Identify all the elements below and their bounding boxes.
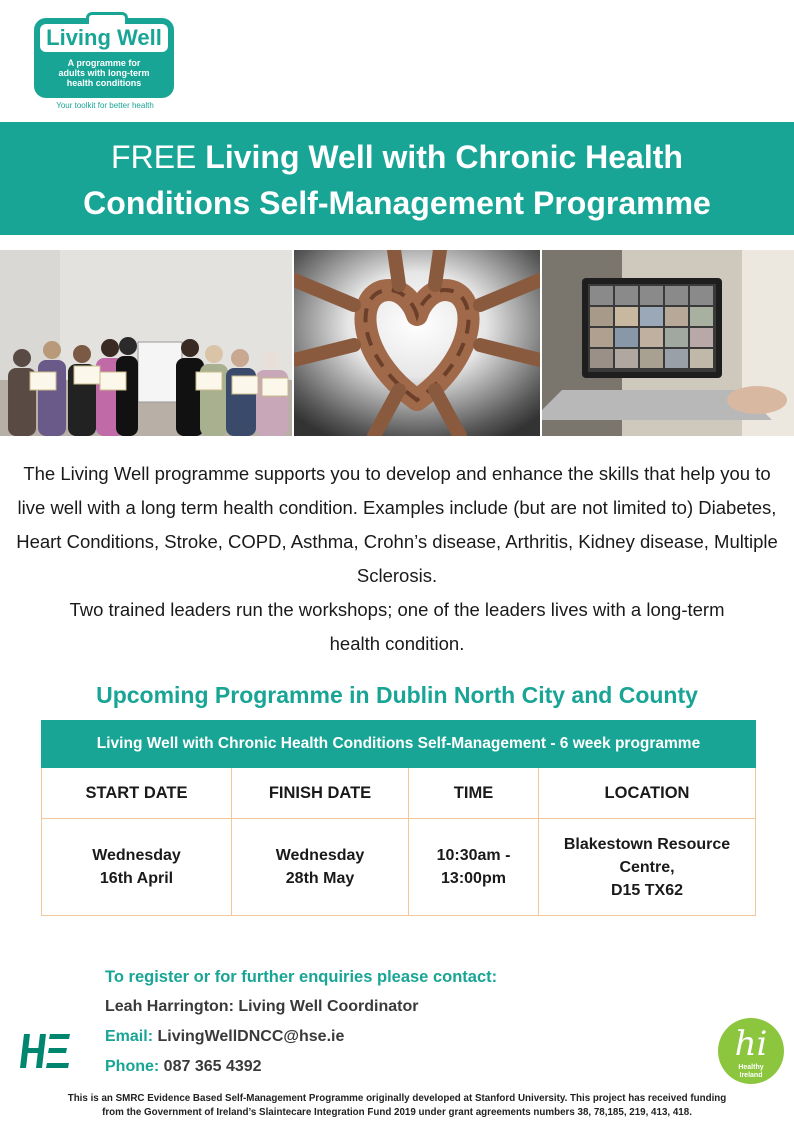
banner-free-word: FREE	[111, 139, 197, 175]
finish-date-day: Wednesday	[275, 847, 365, 864]
table-caption: Living Well with Chronic Health Conditions Self-Management - 6 week programme	[42, 721, 756, 768]
hse-logo	[18, 1030, 72, 1072]
location-line-3: D15 TX62	[610, 881, 684, 899]
time-cell	[409, 819, 539, 916]
logo-subtitle	[34, 58, 174, 88]
logo-subtitle-line: health conditions	[66, 78, 142, 88]
contact-section	[105, 962, 497, 1082]
hi-logo-sub-line: Healthy	[738, 1064, 764, 1071]
contact-name: Leah Harrington: Living Well Coordinator	[105, 998, 419, 1015]
logo-title: Living Well	[40, 24, 168, 52]
banner-title-part-2: Conditions Self-Management Programme	[83, 185, 711, 221]
email-label: Email:	[105, 1028, 154, 1045]
start-date-date: 16th April	[99, 870, 174, 887]
logo-subtitle-line: adults with long-term	[58, 68, 150, 78]
column-header-start-date: START DATE	[42, 768, 232, 819]
location-line-1: Blakestown Resource	[563, 835, 731, 853]
location-cell	[539, 819, 756, 916]
intro-paragraph-2: Two trained leaders run the workshops; one of the leaders lives with a long-term health condition.	[69, 599, 725, 654]
group-certificates-photo	[0, 250, 292, 436]
funding-footer	[10, 1092, 784, 1120]
column-header-time: TIME	[409, 768, 539, 819]
logo-subtitle-line: A programme for	[67, 58, 141, 68]
location-line-2: Centre,	[619, 858, 675, 876]
hi-logo-text: hi	[734, 1024, 768, 1064]
finish-date-cell	[232, 819, 409, 916]
banner-line-1	[0, 134, 794, 180]
online-video-call-photo	[542, 250, 794, 436]
banner-title-part-1: Living Well with Chronic Health	[205, 139, 683, 175]
column-header-location: LOCATION	[539, 768, 756, 819]
time-end: 13:00pm	[441, 870, 506, 887]
logo-toolkit-box	[34, 18, 174, 98]
contact-heading: To register or for further enquiries please contact:	[105, 968, 498, 986]
healthy-ireland-logo	[718, 1018, 784, 1084]
contact-email-line	[105, 1022, 497, 1052]
living-well-logo	[34, 18, 176, 110]
column-header-finish-date: FINISH DATE	[232, 768, 409, 819]
start-date-day: Wednesday	[92, 847, 181, 864]
logo-tagline: Your toolkit for better health	[56, 101, 154, 110]
time-start: 10:30am -	[436, 847, 511, 864]
finish-date-date: 28th May	[285, 870, 355, 887]
hi-logo-sub-line: Ireland	[739, 1072, 763, 1079]
programme-schedule-table	[41, 720, 756, 916]
intro-paragraph-1: The Living Well programme supports you to develop and enhance the skills that help you to live well with a long term health condition. Examples include (but are not limited to) Diabetes, Heart Conditions, Stroke, COPD, Asthma, Crohn’s disease, Arthritis, Kidney disease, Multiple Sclerosis.	[16, 463, 778, 586]
email-link[interactable]: LivingWellDNCC@hse.ie	[157, 1028, 345, 1045]
footer-line-2: from the Government of Ireland’s Slaintecare Integration Fund 2019 under grant agreements numbers 38, 78,185, 219, 413, 418.	[102, 1107, 692, 1118]
table-row	[42, 819, 756, 916]
intro-text	[14, 457, 780, 661]
contact-phone-line	[105, 1052, 497, 1082]
table-caption-row	[42, 721, 756, 768]
footer-line-1: This is an SMRC Evidence Based Self-Management Programme originally developed at Stanford University. This project has received funding	[67, 1093, 727, 1104]
table-header-row	[42, 768, 756, 819]
phone-number: 087 365 4392	[163, 1058, 262, 1075]
photo-strip	[0, 250, 794, 436]
upcoming-programme-heading: Upcoming Programme in Dublin North City and County	[96, 682, 698, 708]
title-banner	[0, 122, 794, 235]
hands-heart-photo	[294, 250, 540, 436]
start-date-cell	[42, 819, 232, 916]
phone-label: Phone:	[105, 1058, 160, 1075]
